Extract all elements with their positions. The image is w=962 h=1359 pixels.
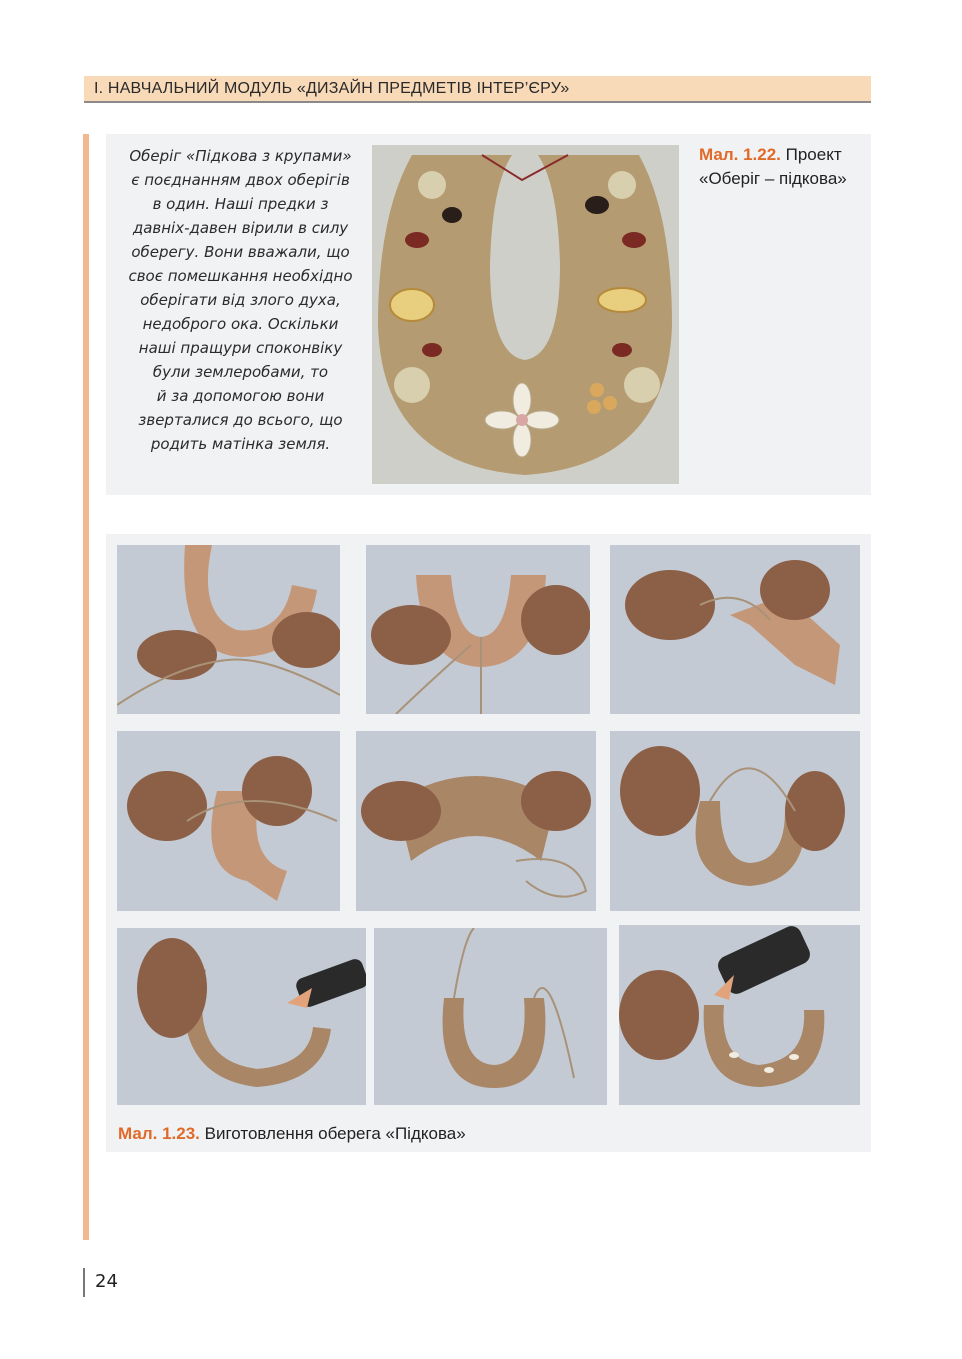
figure-1-22-caption bbox=[699, 143, 869, 191]
figure-1-22-title: Проект bbox=[785, 145, 842, 164]
step-photo-8 bbox=[374, 928, 607, 1105]
description-line: родить матінка земля. bbox=[150, 435, 331, 453]
step-photo-4 bbox=[117, 731, 340, 911]
description-line: своє помешкання необхідно bbox=[128, 267, 353, 285]
step-photo-6 bbox=[610, 731, 860, 911]
step-photo-7 bbox=[117, 928, 366, 1105]
description-line: зверталися до всього, що bbox=[138, 411, 343, 429]
description-line: оберегу. Вони вважали, що bbox=[131, 243, 350, 261]
side-accent-bar bbox=[83, 134, 89, 1240]
horseshoe-amulet-photo bbox=[372, 145, 679, 484]
description-line: в один. Наші предки з bbox=[152, 195, 329, 213]
figure-1-22-number: Мал. 1.22. bbox=[699, 145, 781, 164]
description-line: оберігати від злого духа, bbox=[140, 291, 341, 309]
figure-1-22-title-line2: «Оберіг – підкова» bbox=[699, 169, 847, 188]
description-line: недоброго ока. Оскільки bbox=[142, 315, 339, 333]
module-title: І. НАВЧАЛЬНИЙ МОДУЛЬ «ДИЗАЙН ПРЕДМЕТІВ ІНТЕР’ЄРУ» bbox=[94, 80, 570, 97]
description-line: є поєднанням двох оберігів bbox=[131, 171, 350, 189]
figure-1-23-number: Мал. 1.23. bbox=[118, 1124, 200, 1143]
step-photo-5 bbox=[356, 731, 596, 911]
description-line: наші пращури споконвіку bbox=[138, 339, 343, 357]
step-photo-2 bbox=[366, 545, 590, 714]
horseshoe-illustration bbox=[372, 145, 679, 484]
step-photo-9 bbox=[619, 925, 860, 1105]
description-line: й за допомогою вони bbox=[156, 387, 325, 405]
step-photo-3 bbox=[610, 545, 860, 714]
figure-1-23-title: Виготовлення оберега «Підкова» bbox=[204, 1124, 466, 1143]
page-number-rule bbox=[83, 1268, 85, 1297]
module-header bbox=[84, 76, 871, 103]
page-number: 24 bbox=[95, 1271, 118, 1292]
description-line: давніх-давен вірили в силу bbox=[132, 219, 349, 237]
step-photo-1 bbox=[117, 545, 340, 714]
description-text bbox=[118, 144, 363, 456]
figure-1-23-caption bbox=[118, 1124, 466, 1144]
description-line: були землеробами, то bbox=[152, 363, 329, 381]
description-line: Оберіг «Підкова з крупами» bbox=[129, 147, 352, 165]
